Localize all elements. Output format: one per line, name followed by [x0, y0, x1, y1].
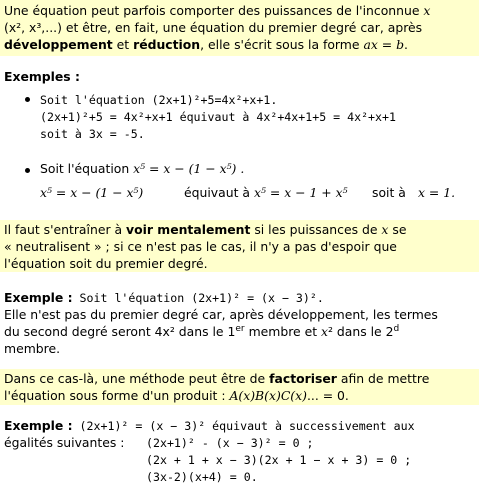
ex1-line-2: (2x+1)²+5 = 4x²+x+1 équivaut à 4x²+4x+1+5 = 4x²+x+1 [40, 110, 396, 124]
note2-line-1: Dans ce cas-là, une méthode peut être de factoriser afin de mettre [4, 371, 430, 386]
ex2-line-1: Soit l'équation x⁵ = x − (1 − x⁵) . [40, 161, 245, 176]
ex2-eq-1: x⁵ = x − (1 − x⁵) [40, 185, 144, 200]
ex4-line-4: (3x-2)(x+4) = 0. [146, 470, 258, 484]
intro-line-3: développement et réduction, elle s'écrit sous la forme ax = b. [4, 37, 408, 52]
note2-line-2: l'équation sous forme d'un produit : A(x)B(x)C(x)... = 0. [4, 388, 349, 403]
intro-line-2: (x², x³,...) et être, en fait, une équation du premier degré car, après [4, 20, 423, 35]
bullet-2 [25, 168, 30, 173]
ex3-line-2: Elle n'est pas du premier degré car, après développement, les termes [4, 307, 438, 322]
ex2-eq-3: x = 1. [418, 185, 456, 200]
examples-heading: Exemples : [4, 69, 80, 84]
ex2-text-equivaut: équivaut à [184, 185, 250, 200]
note1-line-1: Il faut s'entraîner à voir mentalement si les puissances de x se [4, 222, 407, 237]
ex4-line-2-eq: (2x+1)² - (x − 3)² = 0 ; [146, 436, 314, 450]
ex3-line-3: du second degré seront 4x² dans le 1er membre et x² dans le 2$^d$ [4, 323, 400, 339]
ex1-line-1: Soit l'équation (2x+1)²+5=4x²+x+1. [40, 93, 278, 107]
ex4-line-1: Exemple : (2x+1)² = (x − 3)² équivaut à successivement aux [4, 418, 415, 433]
ex4-line-2-label: égalités suivantes : [4, 435, 125, 450]
ex4-line-3: (2x + 1 + x − 3)(2x + 1 − x + 3) = 0 ; [146, 453, 412, 467]
intro-line-1: Une équation peut parfois comporter des puissances de l'inconnue x [4, 3, 431, 18]
ex2-eq-2: x⁵ = x − 1 + x⁵ [254, 185, 348, 200]
note1-line-3: l'équation soit du premier degré. [4, 256, 208, 271]
ex3-line-4: membre. [4, 341, 61, 356]
bullet-1 [25, 97, 30, 102]
ex1-line-3: soit à 3x = -5. [40, 127, 145, 141]
note1-line-2: « neutralisent » ; si ce n'est pas le cas, il n'y a pas d'espoir que [4, 239, 397, 254]
ex2-text-soit: soit à [372, 185, 406, 200]
ex3-line-1: Exemple : Soit l'équation (2x+1)² = (x − 3)². [4, 290, 324, 305]
